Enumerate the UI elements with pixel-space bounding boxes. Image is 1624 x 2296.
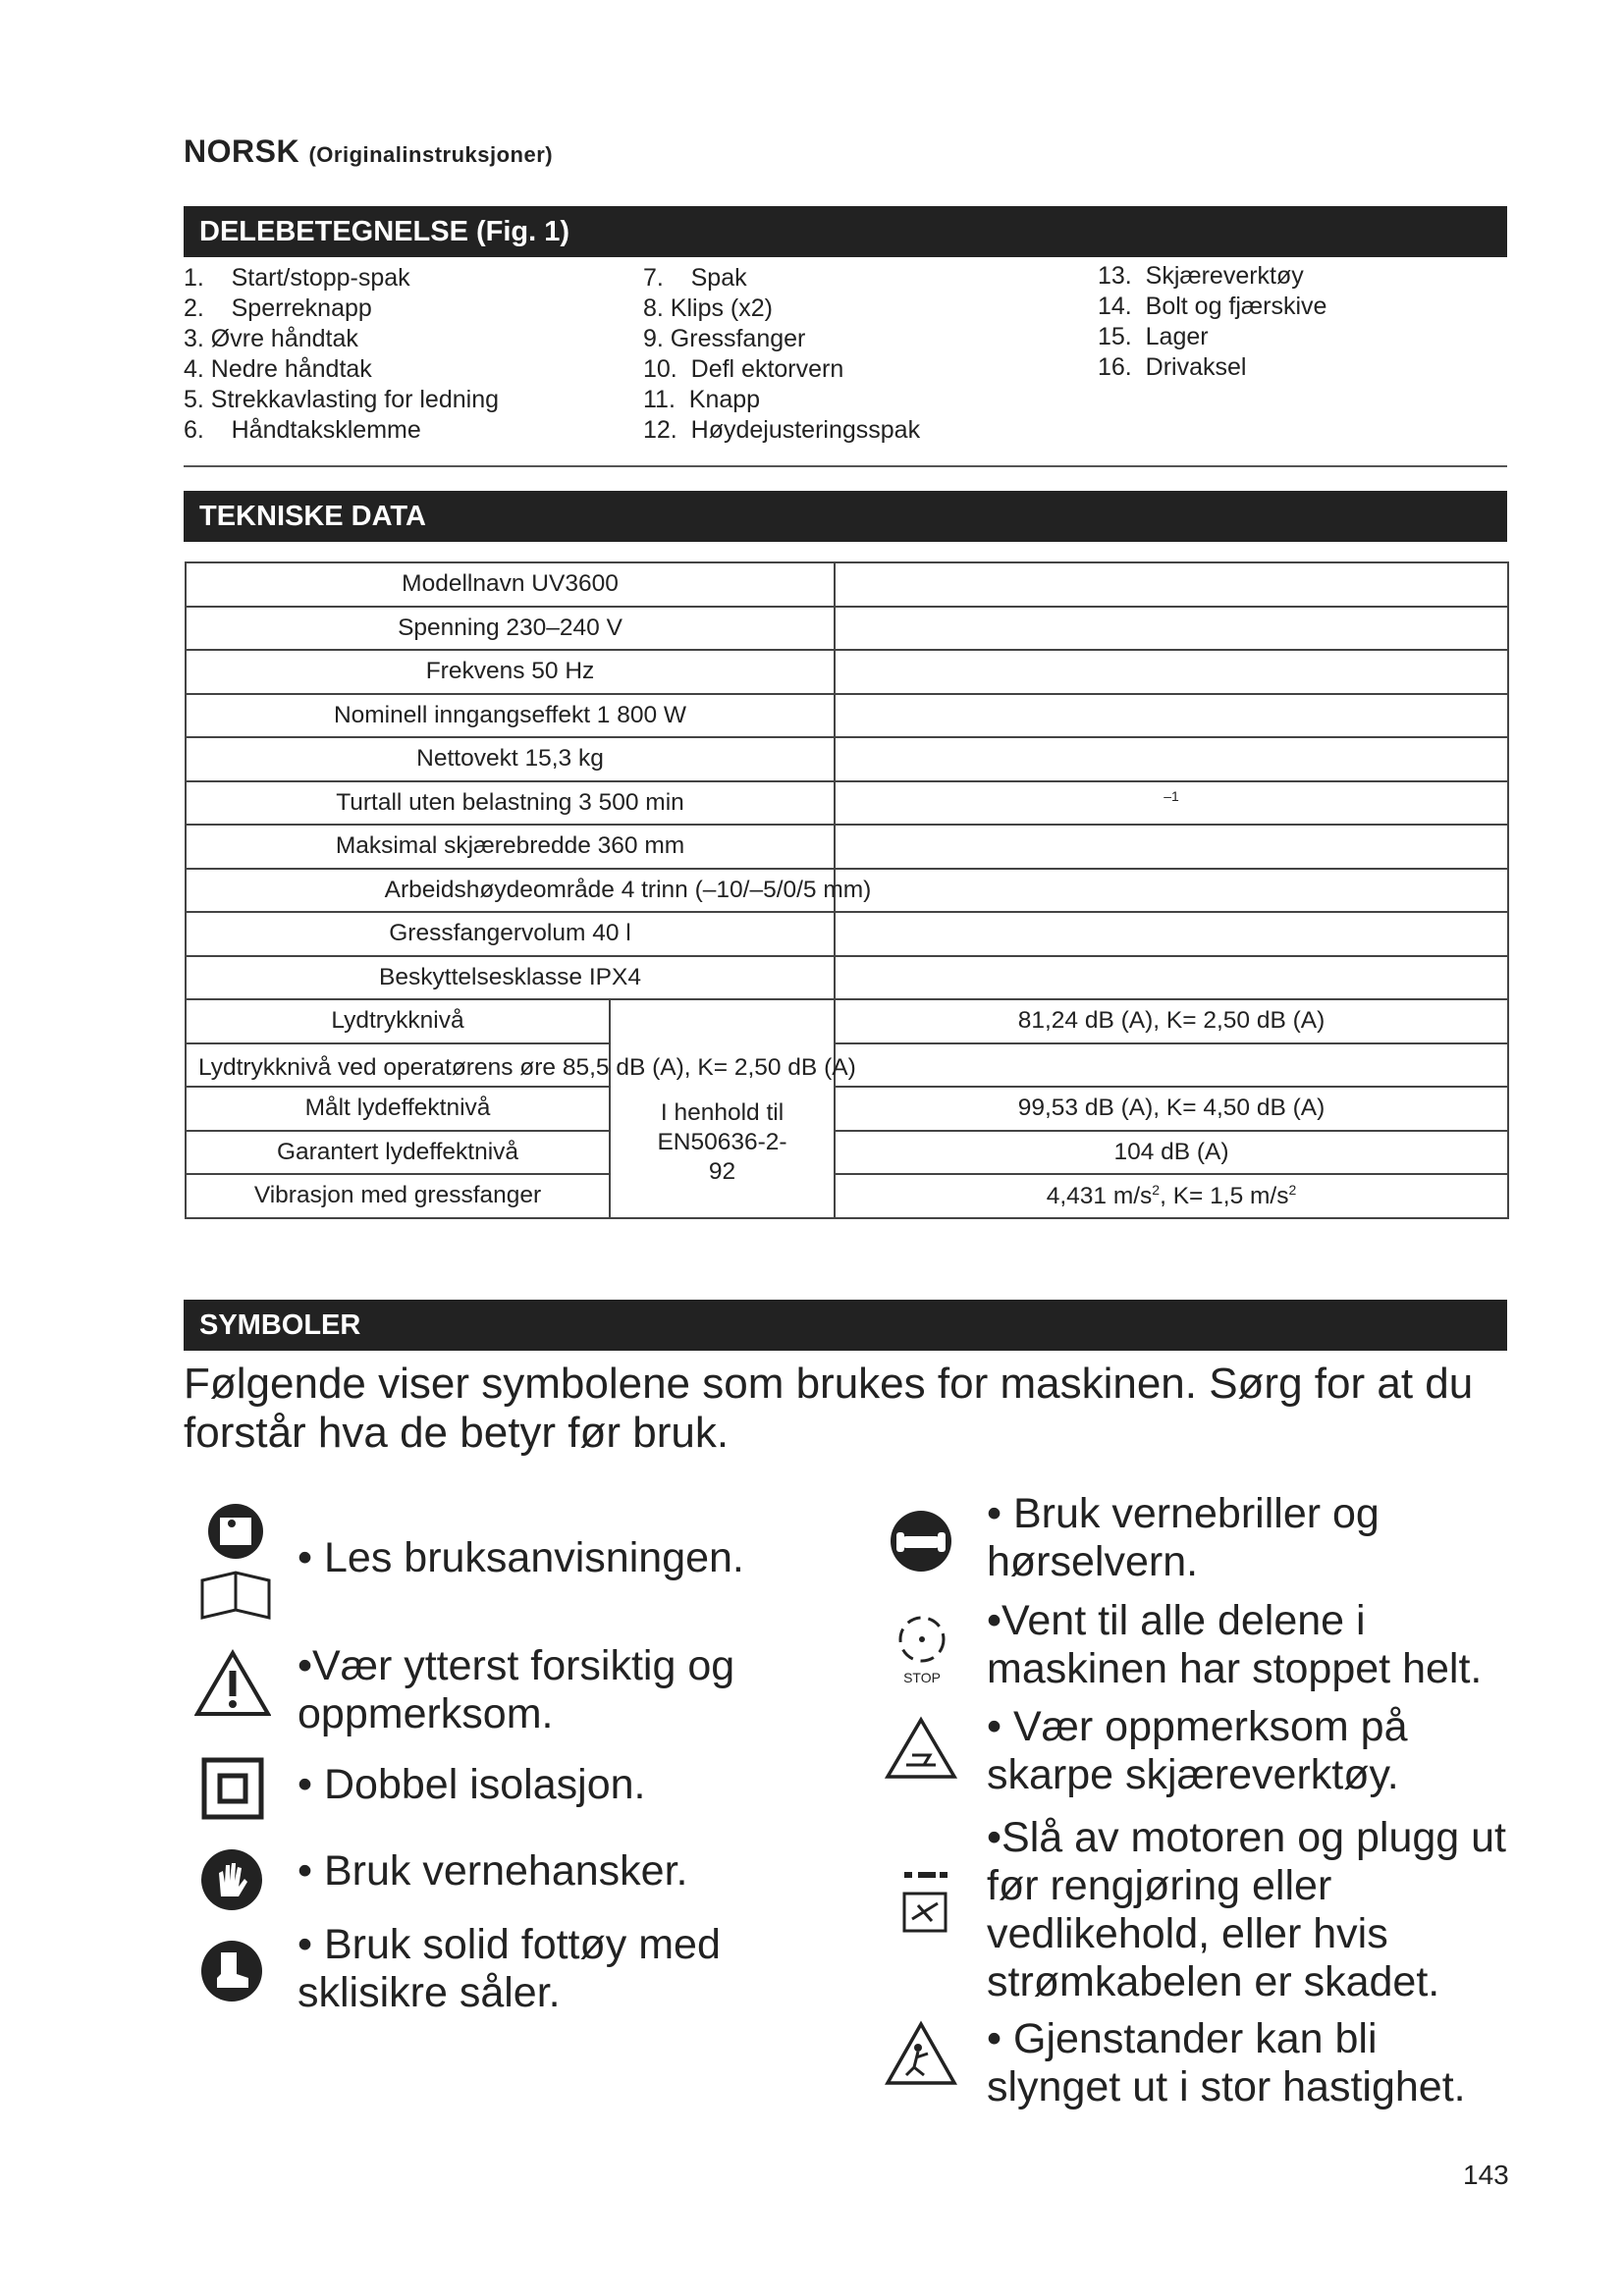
spec-row — [186, 912, 1508, 956]
spec-row — [186, 825, 1508, 869]
spec-cell: Nominell inngangseffekt 1 800 W — [186, 694, 835, 738]
symbol-text: • Vær oppmerksom på skarpe skjæreverktøy. — [987, 1703, 1408, 1798]
language-subtitle: (Originalinstruksjoner) — [308, 142, 554, 167]
spec-cell: Beskyttelsesklasse IPX4 — [186, 956, 835, 1000]
part-item: 4. Nedre håndtak — [184, 355, 372, 383]
noise-label: Målt lydeffektnivå — [186, 1087, 610, 1131]
spec-row — [186, 650, 1508, 694]
noise-value: 104 dB (A) — [835, 1131, 1508, 1175]
spec-value-cell — [835, 650, 1508, 694]
spec-row — [186, 781, 1508, 826]
thrown-objects-warning-icon — [885, 2020, 957, 2087]
symbol-text: • Dobbel isolasjon. — [298, 1761, 646, 1808]
language-label: NORSK — [184, 133, 300, 169]
noise-standard — [610, 999, 835, 1218]
safety-shoes-icon — [199, 1939, 264, 2003]
symbol-text: • Bruk vernehansker. — [298, 1847, 688, 1895]
part-item: 10. Defl ektorvern — [643, 355, 844, 383]
wait-stop-icon — [889, 1610, 955, 1688]
symbol-text: • Les bruksanvisningen. — [298, 1534, 744, 1581]
spec-row — [186, 607, 1508, 651]
spec-cell: Turtall uten belastning 3 500 min — [186, 781, 835, 826]
spec-value-cell — [835, 781, 1508, 826]
spec-cell: Modellnavn UV3600 — [186, 562, 835, 607]
vibration-text: 4,431 m/s — [1046, 1182, 1153, 1209]
spec-cell: Spenning 230–240 V — [186, 607, 835, 651]
language-heading — [184, 133, 553, 170]
spec-value-cell — [835, 737, 1508, 781]
spec-cell: Nettovekt 15,3 kg — [186, 737, 835, 781]
unplug-before-maintenance-icon — [898, 1870, 953, 1935]
part-item: 13. Skjæreverktøy — [1098, 262, 1304, 290]
part-item: 11. Knapp — [643, 386, 761, 413]
part-item: 14. Bolt og fjærskive — [1098, 293, 1327, 320]
part-item: 6. Håndtaksklemme — [184, 416, 421, 444]
spec-row — [186, 562, 1508, 607]
symbol-text: •Slå av motoren og plugg ut før rengjøring eller vedlikehold, eller hvis strømkabelen er skadet. — [987, 1814, 1506, 2005]
part-item: 5. Strekkavlasting for ledning — [184, 386, 500, 413]
symbols-section-title: SYMBOLER — [184, 1300, 1507, 1351]
symbol-text-line: •Vær ytterst forsiktig og oppmerksom. — [298, 1642, 735, 1737]
part-item: 2. Sperreknapp — [184, 294, 372, 322]
read-manual-icon — [196, 1502, 275, 1625]
part-item: 16. Drivaksel — [1098, 353, 1247, 381]
symbol-text: •Vent til alle delene i maskinen har stoppet helt. — [987, 1597, 1483, 1692]
section-divider — [184, 465, 1507, 467]
part-item: 3. Øvre håndtak — [184, 325, 358, 352]
symbols-intro: Følgende viser symbolene som brukes for maskinen. Sørg for at du forstår hva de betyr før bruk. — [184, 1360, 1474, 1457]
vibration-sup: 2 — [1152, 1181, 1161, 1198]
spec-row — [186, 956, 1508, 1000]
spec-cell — [186, 869, 872, 913]
stop-label: STOP — [903, 1670, 941, 1685]
vibration-sup: 2 — [1288, 1181, 1297, 1198]
part-item: 15. Lager — [1098, 323, 1209, 350]
symbol-text: • Bruk solid fottøy med sklisikre såler. — [298, 1921, 721, 2016]
spec-value-cell — [835, 825, 1508, 869]
spec-value-cell — [835, 694, 1508, 738]
noise-value: 81,24 dB (A), K= 2,50 dB (A) — [835, 999, 1508, 1043]
parts-section-title: DELEBETEGNELSE (Fig. 1) — [184, 206, 1507, 257]
specs-table — [185, 561, 1509, 1219]
spec-value-cell — [835, 956, 1508, 1000]
spec-value-cell — [835, 869, 1508, 913]
noise-row — [186, 1174, 1508, 1218]
warning-icon — [194, 1649, 271, 1718]
spec-cell: Maksimal skjærebredde 360 mm — [186, 825, 835, 869]
noise-label-overflow: Lydtrykknivå ved operatørens øre 85,5 dB (A), K= 2,50 dB (A) — [198, 1053, 856, 1081]
vibration-value — [835, 1174, 1508, 1218]
symbol-text: • Bruk vernebriller og hørselvern. — [987, 1490, 1380, 1585]
parts-column-1 — [184, 263, 499, 446]
spec-row — [186, 694, 1508, 738]
parts-column-2 — [643, 263, 920, 446]
part-item: 7. Spak — [643, 264, 747, 292]
spec-cell: Gressfangervolum 40 l — [186, 912, 835, 956]
part-item: 12. Høydejusteringsspak — [643, 416, 921, 444]
noise-label: Lydtrykknivå — [186, 999, 610, 1043]
part-item: 1. Start/stopp-spak — [184, 264, 410, 292]
spec-row — [186, 737, 1508, 781]
spec-value-cell — [835, 912, 1508, 956]
specs-section-title: TEKNISKE DATA — [184, 491, 1507, 542]
noise-label — [186, 1043, 856, 1088]
sharp-blade-warning-icon — [885, 1716, 957, 1781]
spec-cell: Frekvens 50 Hz — [186, 650, 835, 694]
spec-value-cell — [835, 607, 1508, 651]
rpm-unit-superscript: –1 — [1164, 788, 1179, 805]
noise-standard-text: I henhold til EN50636-2-92 — [657, 1099, 787, 1185]
part-item: 8. Klips (x2) — [643, 294, 773, 322]
noise-row — [186, 1087, 1508, 1131]
symbol-text — [298, 1642, 808, 1738]
noise-row — [186, 1043, 1508, 1088]
noise-value — [835, 1043, 1508, 1088]
noise-label: Garantert lydeffektnivå — [186, 1131, 610, 1175]
symbol-text: • Gjenstander kan bli slynget ut i stor hastighet. — [987, 2015, 1466, 2110]
spec-row — [186, 869, 1508, 913]
part-item: 9. Gressfanger — [643, 325, 806, 352]
noise-label: Vibrasjon med gressfanger — [186, 1174, 610, 1218]
noise-row — [186, 1131, 1508, 1175]
page-number: 143 — [1463, 2160, 1509, 2190]
noise-value: 99,53 dB (A), K= 4,50 dB (A) — [835, 1087, 1508, 1131]
eye-ear-protection-icon — [889, 1509, 953, 1574]
gloves-icon — [199, 1847, 264, 1912]
vibration-text: , K= 1,5 m/s — [1160, 1182, 1289, 1209]
parts-column-3 — [1098, 261, 1326, 383]
noise-row — [186, 999, 1508, 1043]
double-insulation-icon — [201, 1757, 264, 1820]
spec-value-cell — [835, 562, 1508, 607]
spec-text: Arbeidshøydeområde 4 trinn (–10/–5/0/5 mm) — [384, 876, 872, 903]
